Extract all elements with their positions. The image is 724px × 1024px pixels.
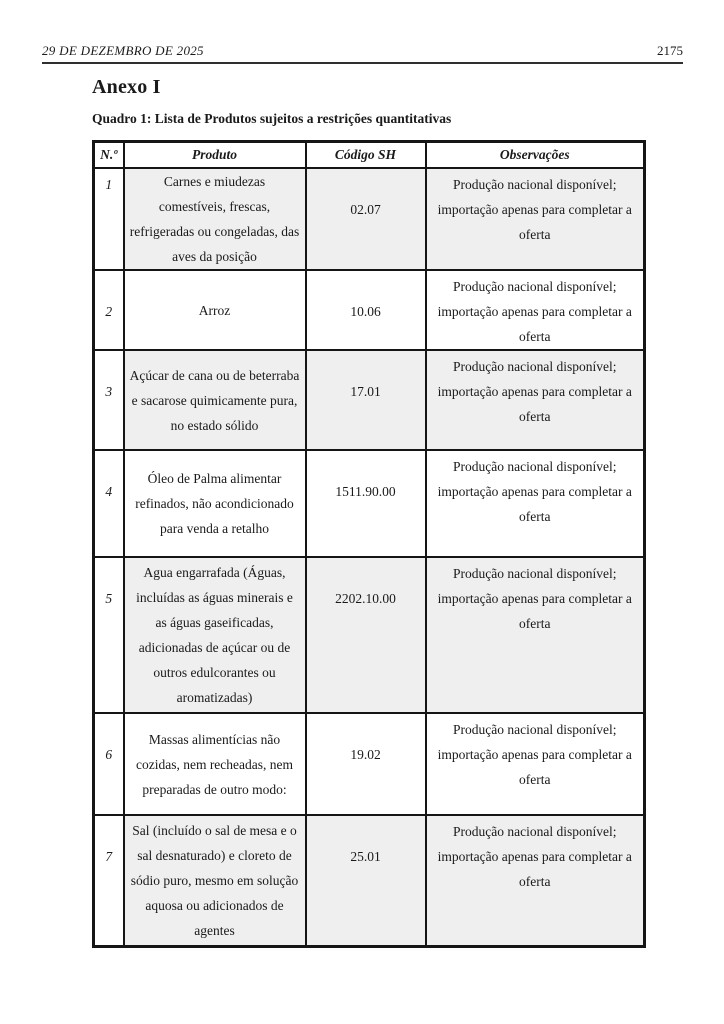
table-row <box>94 450 645 557</box>
table-row <box>94 713 645 815</box>
table-row <box>94 350 645 450</box>
row-codigo-sh: 1511.90.00 <box>306 450 426 557</box>
row-produto: Massas alimentícias não cozidas, nem recheadas, nem preparadas de outro modo: <box>124 713 306 815</box>
page-number: 2175 <box>657 43 683 58</box>
row-num: 6 <box>94 713 124 815</box>
row-num: 7 <box>94 815 124 946</box>
row-produto: Arroz <box>124 270 306 350</box>
annex-title: Anexo I <box>92 76 161 98</box>
row-observacoes: Produção nacional disponível; importação apenas para completar a oferta <box>426 350 645 450</box>
row-num: 1 <box>94 168 124 270</box>
row-num: 4 <box>94 450 124 557</box>
table-row <box>94 815 645 946</box>
table-row <box>94 557 645 713</box>
table-row <box>94 270 645 350</box>
row-produto: Açúcar de cana ou de beterraba e sacarose quimicamente pura, no estado sólido <box>124 350 306 450</box>
quota-products-table <box>92 140 646 948</box>
row-produto: Óleo de Palma alimentar refinados, não acondicionado para venda a retalho <box>124 450 306 557</box>
row-produto: Carnes e miudezas comestíveis, frescas, refrigeradas ou congeladas, das aves da posição <box>124 168 306 270</box>
row-num: 5 <box>94 557 124 713</box>
table-header-row <box>94 142 645 169</box>
row-codigo-sh: 19.02 <box>306 713 426 815</box>
header-produto: Produto <box>124 142 306 169</box>
table-row <box>94 168 645 270</box>
row-produto: Sal (incluído o sal de mesa e o sal desnaturado) e cloreto de sódio puro, mesmo em solução aquosa ou adicionados de agentes <box>124 815 306 946</box>
header-observacoes: Observações <box>426 142 645 169</box>
row-produto: Agua engarrafada (Águas, incluídas as águas minerais e as águas gaseificadas, adicionadas de açúcar ou de outros edulcorantes ou aromatizadas) <box>124 557 306 713</box>
row-codigo-sh: 02.07 <box>306 168 426 270</box>
row-observacoes: Produção nacional disponível; importação apenas para completar a oferta <box>426 450 645 557</box>
running-head-date: 29 DE DEZEMBRO DE 2025 <box>42 43 204 58</box>
row-num: 3 <box>94 350 124 450</box>
running-head <box>42 43 683 64</box>
row-observacoes: Produção nacional disponível; importação apenas para completar a oferta <box>426 168 645 270</box>
row-num: 2 <box>94 270 124 350</box>
row-codigo-sh: 17.01 <box>306 350 426 450</box>
row-observacoes: Produção nacional disponível; importação apenas para completar a oferta <box>426 815 645 946</box>
header-num: N.º <box>94 142 124 169</box>
row-observacoes: Produção nacional disponível; importação apenas para completar a oferta <box>426 557 645 713</box>
row-codigo-sh: 25.01 <box>306 815 426 946</box>
header-codigo-sh: Código SH <box>306 142 426 169</box>
row-observacoes: Produção nacional disponível; importação apenas para completar a oferta <box>426 270 645 350</box>
table-caption: Quadro 1: Lista de Produtos sujeitos a restrições quantitativas <box>92 111 452 126</box>
row-codigo-sh: 10.06 <box>306 270 426 350</box>
row-observacoes: Produção nacional disponível; importação apenas para completar a oferta <box>426 713 645 815</box>
row-codigo-sh: 2202.10.00 <box>306 557 426 713</box>
